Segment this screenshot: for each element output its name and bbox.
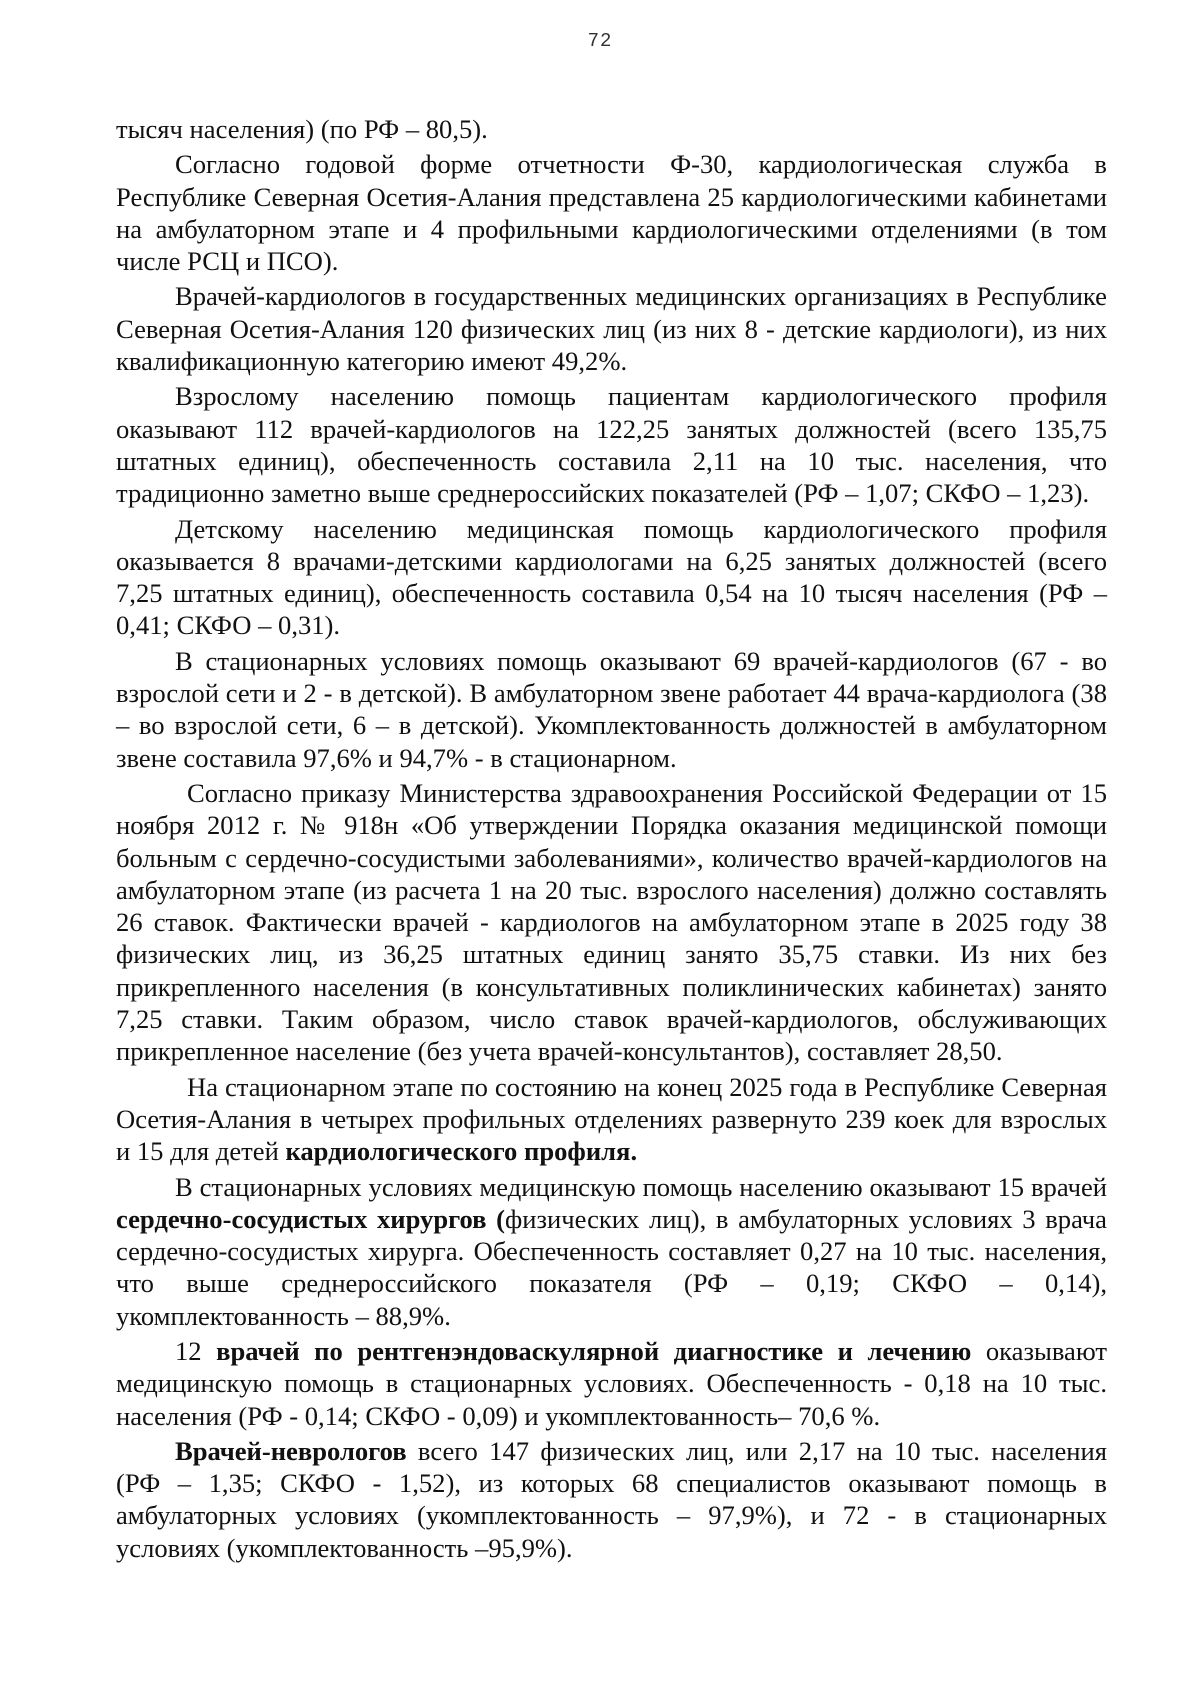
text-segment: Согласно годовой форме отчетности Ф-30, кардиологическая служба в Республике Северная Осетия-Алания представлена 25 кардиологическими кабинетами на амбулаторном этапе и 4 профильными кардиологическими отделениями (в том числе РСЦ и ПСО). (116, 149, 1107, 277)
document-body (116, 113, 1107, 1564)
paragraph (116, 513, 1107, 642)
paragraph (116, 280, 1107, 377)
paragraph (116, 1171, 1107, 1332)
text-segment: физических лиц), в амбулаторных условиях 3 врача сердечно-сосудистых хирурга. Обеспеченность составляет 0,27 на 10 тыс. населения, что выше среднероссийского показателя (РФ – 0,19; СКФО – 0,14), укомплектованность – 88,9%. (116, 1203, 1107, 1331)
text-segment: 12 (175, 1335, 217, 1366)
paragraph (116, 645, 1107, 774)
text-segment: Взрослому населению помощь пациентам кардиологического профиля оказывают 112 врачей-кардиологов на 122,25 занятых должностей (всего 135,75 штатных единиц), обеспеченность составила 2,11 на 10 тыс. населения, что традиционно заметно выше среднероссийских показателей (РФ – 1,07; СКФО – 1,23). (116, 381, 1107, 509)
paragraph (116, 148, 1107, 277)
paragraph (116, 1335, 1107, 1432)
text-segment: В стационарных условиях медицинскую помощь населению оказывают 15 врачей (175, 1171, 1107, 1202)
text-segment: Врачей-кардиологов в государственных медицинских организациях в Республике Северная Осетия-Алания 120 физических лиц (из них 8 - детские кардиологи), из них квалификационную категорию имеют 49,2%. (116, 281, 1107, 377)
bold-text: сердечно-сосудистых хирургов ( (116, 1203, 506, 1234)
text-segment: В стационарных условиях помощь оказывают 69 врачей-кардиологов (67 - во взрослой сети и 2 - в детской). В амбулаторном звене работает 44 врача-кардиолога (38 – во взрослой сети, 6 – в детской). Укомплектованность должностей в амбулаторном звене составила 97,6% и 94,7% - в стационарном. (116, 645, 1107, 773)
paragraph (116, 1071, 1107, 1168)
bold-text: врачей по рентгенэндоваскулярной диагностике и лечению (216, 1335, 972, 1366)
paragraph (116, 777, 1107, 1068)
paragraph (116, 380, 1107, 509)
text-segment: оказывают медицинскую помощь в стационарных условиях. Обеспеченность - 0,18 на 10 тыс. населения (РФ - 0,14; СКФО - 0,09) и укомплектованность– 70,6 %. (116, 1335, 1107, 1431)
bold-text: Врачей-неврологов (175, 1435, 407, 1466)
page-number: 72 (587, 30, 613, 52)
text-segment: всего 147 физических лиц, или 2,17 на 10 тыс. населения (РФ – 1,35; СКФО - 1,52), из которых 68 специалистов оказывают помощь в амбулаторных условиях (укомплектованность – 97,9%), и 72 - в стационарных условиях (укомплектованность –95,9%). (116, 1435, 1107, 1563)
text-segment: Детскому населению медицинская помощь кардиологического профиля оказывается 8 врачами-детскими кардиологами на 6,25 занятых должностей (всего 7,25 штатных единиц), обеспеченность составила 0,54 на 10 тысяч населения (РФ – 0,41; СКФО – 0,31). (116, 513, 1107, 641)
paragraph (116, 1435, 1107, 1564)
text-segment: тысяч населения) (по РФ – 80,5). (116, 114, 488, 144)
paragraph (116, 113, 1107, 145)
text-segment: Согласно приказу Министерства здравоохранения Российской Федерации от 15 ноября 2012 г. № 918н «Об утверждении Порядка оказания медицинской помощи больным с сердечно-сосудистыми заболеваниями», количество врачей-кардиологов на амбулаторном этапе (из расчета 1 на 20 тыс. взрослого населения) должно составлять 26 ставок. Фактически врачей - кардиологов на амбулаторном этапе в 2025 году 38 физических лиц, из 36,25 штатных единиц занято 35,75 ставки. Из них без прикрепленного населения (в консультативных поликлинических кабинетах) занято 7,25 ставки. Таким образом, число ставок врачей-кардиологов, обслуживающих прикрепленное население (без учета врачей-консультантов), составляет 28,50. (116, 777, 1107, 1067)
bold-text: кардиологического профиля. (285, 1136, 638, 1167)
text-segment: На стационарном этапе по состоянию на конец 2025 года в Республике Северная Осетия-Алания в четырех профильных отделениях развернуто 239 коек для взрослых и 15 для детей (116, 1071, 1107, 1167)
